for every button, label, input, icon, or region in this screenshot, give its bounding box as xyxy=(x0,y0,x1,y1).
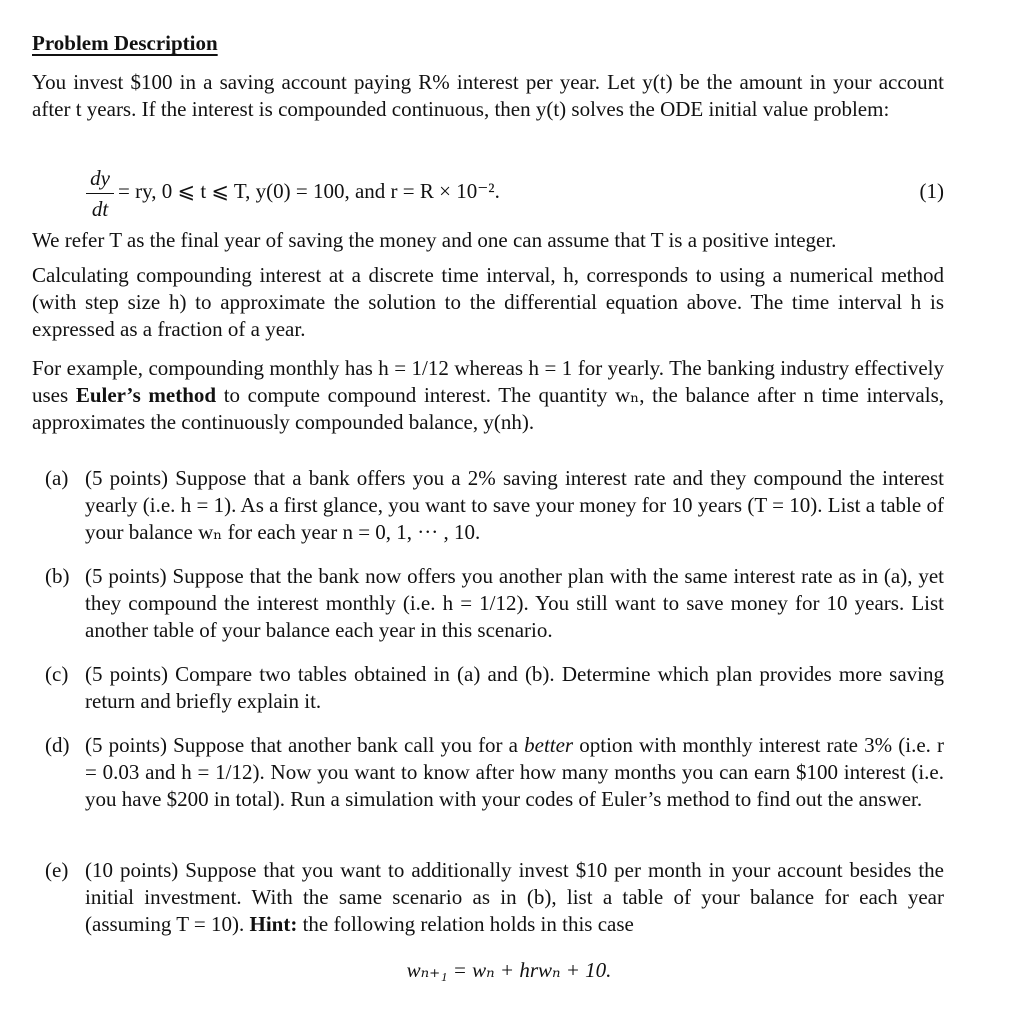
question-text-start: (10 points) Suppose that you want to additionally invest $10 per month in your account besides the initial investment. With the same scenario as in (b), list a table of your balance for each year (assuming T = 10). xyxy=(85,858,944,936)
fraction-numerator: dy xyxy=(90,166,110,190)
question-c xyxy=(45,661,944,715)
question-d xyxy=(45,732,944,813)
question-text xyxy=(85,857,944,938)
better-emphasis: better xyxy=(524,733,574,757)
question-b xyxy=(45,563,944,644)
question-text: (5 points) Compare two tables obtained in (a) and (b). Determine which plan provides more saving return and briefly explain it. xyxy=(85,662,944,713)
question-label: (e) xyxy=(45,858,69,882)
question-label: (d) xyxy=(45,733,70,757)
question-text: (5 points) Suppose that a bank offers you a 2% saving interest rate and they compound the interest yearly (i.e. h = 1). As a first glance, you want to save your money for 10 years (T = 10). List a table of your balance wₙ for each year n = 0, 1, ··· , 10. xyxy=(85,466,944,544)
equation-number: (1) xyxy=(919,179,944,203)
question-label: (b) xyxy=(45,564,70,588)
question-text: (5 points) Suppose that the bank now offers you another plan with the same interest rate as in (a), yet they compound the interest monthly (i.e. h = 1/12). You still want to save money for 10 years. List another table of your balance each year in this scenario. xyxy=(85,564,944,642)
question-a xyxy=(45,465,944,546)
question-label: (c) xyxy=(45,662,69,686)
fraction-bar xyxy=(86,193,114,194)
hint-bold: Hint: xyxy=(249,912,298,936)
question-text-end: the following relation holds in this case xyxy=(297,912,634,936)
question-text xyxy=(85,732,944,813)
question-label: (a) xyxy=(45,466,69,490)
recurrence-formula: wₙ₊₁ = wₙ + hrwₙ + 10. xyxy=(406,958,612,982)
intro-paragraph: You invest $100 in a saving account paying R% interest per year. Let y(t) be the amount in your account after t years. If the interest is compounded continuous, then y(t) solves the ODE initial value problem: xyxy=(32,70,944,121)
example-text-start: For example, compounding monthly has h = 1/12 whereas h = 1 for yearly. The banking industry effectively uses xyxy=(32,356,944,407)
fraction-denominator: dt xyxy=(91,197,109,221)
equation-body: = ry, 0 ⩽ t ⩽ T, y(0) = 100, and r = R × 10⁻². xyxy=(118,179,500,203)
ode-equation xyxy=(32,165,944,223)
question-e xyxy=(45,857,944,938)
step-size-paragraph: Calculating compounding interest at a discrete time interval, h, corresponds to using a numerical method (with step size h) to approximate the solution to the differential equation above. The time interval h is expressed as a fraction of a year. xyxy=(32,263,944,341)
final-year-paragraph: We refer T as the final year of saving the money and one can assume that T is a positive integer. xyxy=(32,228,837,252)
question-text-start: (5 points) Suppose that another bank call you for a xyxy=(85,733,525,757)
euler-method-bold: Euler’s method xyxy=(75,383,217,407)
example-paragraph xyxy=(32,355,944,436)
section-title: Problem Description xyxy=(32,31,218,55)
derivative-fraction xyxy=(86,165,114,222)
example-text-end: to compute compound interest. The quantity wₙ, the balance after n time intervals, approximates the continuously compounded balance, y(nh). xyxy=(32,383,945,434)
question-text-end: option with monthly interest rate 3% (i.e. r = 0.03 and h = 1/12). Now you want to know after how many months you can earn $100 interest (i.e. you have $200 in total). Run a simulation with your codes of Euler’s method to find out the answer. xyxy=(85,733,945,811)
